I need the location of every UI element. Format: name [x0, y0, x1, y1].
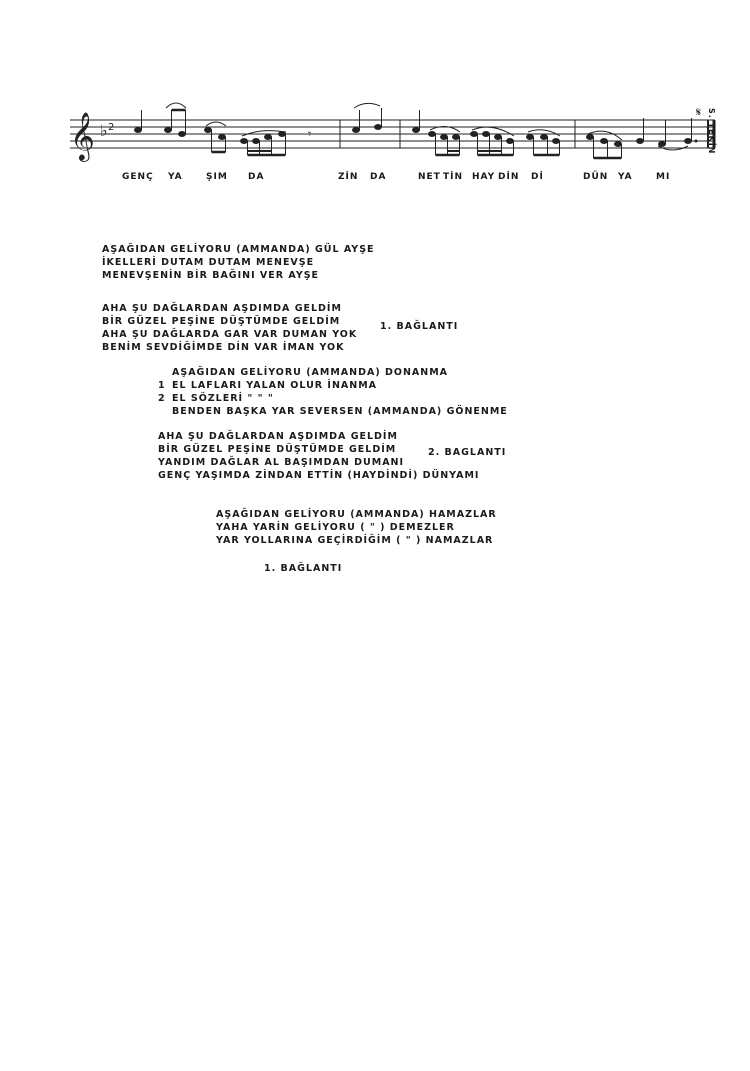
- verse-1: [102, 243, 375, 282]
- lyric-syllable: YA: [168, 172, 183, 182]
- verse-line: YAHA YARİN GELİYORU ( " ) DEMEZLER: [216, 522, 455, 533]
- lyric-syllable: GENÇ: [122, 172, 154, 182]
- line-number: 2: [158, 393, 166, 404]
- chorus-line: BİR GÜZEL PEŞİNE DÜŞTÜMDE GELDİM: [158, 444, 397, 455]
- lyric-syllable: Dİ: [531, 172, 544, 182]
- lyric-syllable: MI: [656, 172, 671, 182]
- svg-text:2: 2: [108, 122, 115, 133]
- lyric-syllable: DÜN: [583, 172, 609, 182]
- chorus-line: AHA ŞU DAĞLARDA GAR VAR DUMAN YOK: [102, 329, 358, 340]
- lyric-syllable: ZİN: [338, 172, 359, 182]
- chorus-line: AHA ŞU DAĞLARDAN AŞDIMDA GELDİM: [102, 303, 342, 314]
- flat-icon: ♭: [100, 121, 108, 140]
- chorus-1-label: 1. BAĞLANTI: [380, 321, 459, 332]
- lyric-syllable: DA: [370, 172, 387, 182]
- chorus-2-label: 2. BAGLANTI: [428, 447, 507, 458]
- chorus-line: BİR GÜZEL PEŞİNE DÜŞTÜMDE GELDİM: [102, 316, 341, 327]
- chorus-line: YANDIM DAĞLAR AL BAŞIMDAN DUMANI: [158, 457, 405, 468]
- lyric-syllable: TİN: [443, 172, 464, 182]
- lyric-syllable: HAY: [472, 172, 496, 182]
- verse-line: MENEVŞENİN BİR BAĞINI VER AYŞE: [102, 270, 320, 281]
- lyric-syllable: ŞIM: [206, 172, 228, 182]
- chorus-1: [102, 302, 357, 354]
- verse-line: YAR YOLLARINA GEÇİRDİĞİM ( " ) NAMAZLAR: [216, 535, 494, 546]
- verse-line: 2 EL SÖZLERİ " " ": [158, 393, 274, 404]
- chorus-line: GENÇ YAŞIMDA ZİNDAN ETTİN (HAYDİNDİ) DÜNYAMI: [158, 470, 480, 481]
- verse-line: AŞAĞIDAN GELİYORU (AMMANDA) GÜL AYŞE: [102, 244, 375, 255]
- verse-line: BENDEN BAŞKA YAR SEVERSEN (AMMANDA) GÖNENME: [172, 406, 508, 417]
- verse-line: İKELLERİ DUTAM DUTAM MENEVŞE: [102, 257, 315, 268]
- verse-line: AŞAĞIDAN GELİYORU (AMMANDA) HAMAZLAR: [216, 509, 497, 520]
- lyric-syllable: YA: [618, 172, 633, 182]
- line-number: 1: [158, 380, 166, 391]
- composer-signature: S. TEKİN: [707, 108, 716, 155]
- chorus-line: AHA ŞU DAĞLARDAN AŞDIMDA GELDİM: [158, 431, 398, 442]
- lyric-syllable: DİN: [498, 172, 520, 182]
- music-staff: [60, 100, 720, 180]
- treble-clef-icon: 𝄞: [70, 111, 95, 160]
- final-chorus-label: 1. BAĞLANTI: [264, 563, 343, 574]
- chorus-line: BENİM SEVDİĞİMDE DİN VAR İMAN YOK: [102, 342, 345, 353]
- verse-line: 1 EL LAFLARI YALAN OLUR İNANMA: [158, 380, 378, 391]
- verse-3: [216, 508, 497, 547]
- verse-2: [158, 366, 508, 418]
- verse-line: AŞAĞIDAN GELİYORU (AMMANDA) DONANMA: [172, 367, 449, 378]
- lyric-syllable: DA: [248, 172, 265, 182]
- segno-icon: 𝄋: [696, 105, 702, 119]
- lyric-syllable: NET: [418, 172, 441, 182]
- svg-text:𝄾: 𝄾: [308, 127, 312, 141]
